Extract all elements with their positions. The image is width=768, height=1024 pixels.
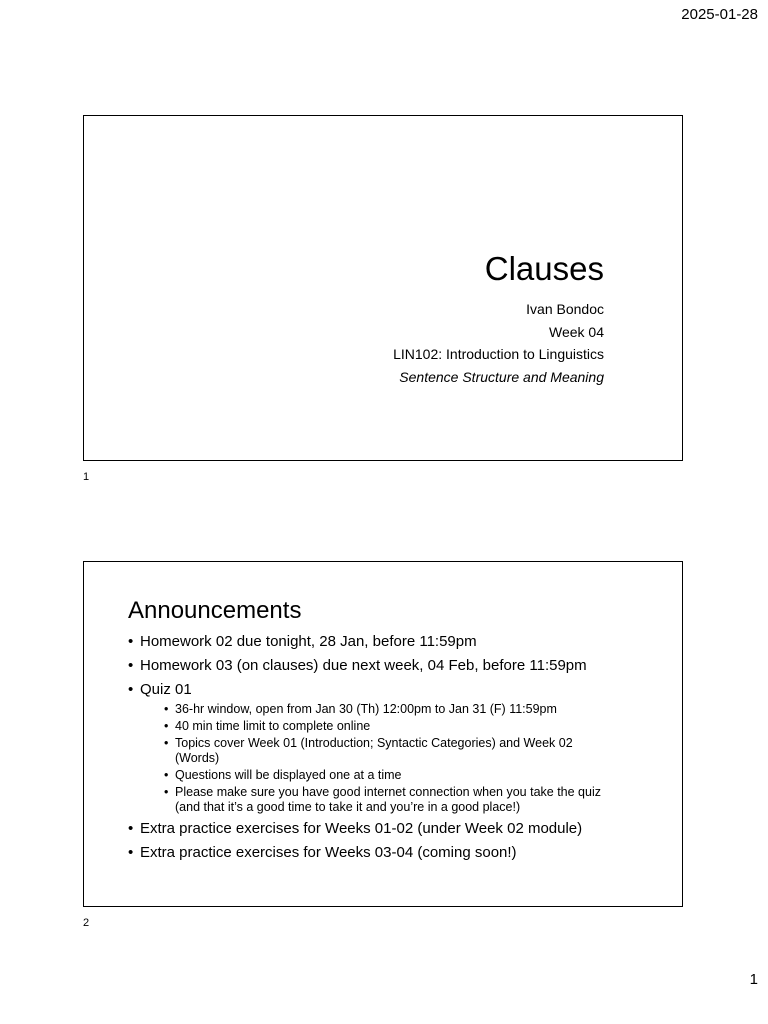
page-number: 1 [749, 971, 758, 988]
sub-item-text: • Questions will be displayed one at a time [175, 768, 402, 782]
sub-list-item [164, 702, 668, 717]
list-item: • Homework 03 (on clauses) due next week, 04 Feb, before 11:59pm [128, 654, 668, 678]
sub-list-item [164, 785, 668, 815]
sub-list-item [164, 719, 668, 734]
announcements-list [128, 630, 668, 865]
sub-item-text: • 40 min time limit to complete online [175, 719, 371, 733]
slide-number: 1 [83, 471, 90, 483]
announcements-block [128, 594, 668, 865]
course-name: LIN102: Introduction to Linguistics [393, 346, 604, 362]
list-item-quiz [128, 678, 668, 815]
list-item: • Homework 02 due tonight, 28 Jan, before 11:59pm [128, 630, 668, 654]
quiz-details-list [140, 702, 668, 815]
sub-list-item [164, 736, 668, 766]
sub-item-text-continued: (Words) [175, 751, 220, 765]
list-item: • Extra practice exercises for Weeks 01-02 (under Week 02 module) [128, 817, 668, 841]
slide-announcements [83, 561, 683, 907]
author-name: Ivan Bondoc [526, 301, 604, 317]
list-item-label: Quiz 01 [140, 681, 192, 698]
sub-item-text: • Topics cover Week 01 (Introduction; Syntactic Categories) and Week 02 [175, 736, 573, 750]
slide-number: 2 [83, 917, 90, 929]
sub-list-item [164, 768, 668, 783]
slide-title [83, 115, 683, 461]
slide-title-heading: Clauses [484, 250, 604, 287]
sub-item-text: • Please make sure you have good internet connection when you take the quiz [175, 785, 601, 799]
announcements-heading: Announcements [128, 597, 302, 624]
title-block [393, 246, 604, 388]
course-subtitle: Sentence Structure and Meaning [399, 368, 604, 385]
sub-item-text: • 36-hr window, open from Jan 30 (Th) 12:00pm to Jan 31 (F) 11:59pm [175, 702, 557, 716]
week-label: Week 04 [549, 323, 604, 340]
sub-item-text-continued: (and that it’s a good time to take it and you’re in a good place!) [175, 800, 521, 814]
header-date: 2025-01-28 [681, 6, 758, 23]
list-item: • Extra practice exercises for Weeks 03-04 (coming soon!) [128, 841, 668, 865]
